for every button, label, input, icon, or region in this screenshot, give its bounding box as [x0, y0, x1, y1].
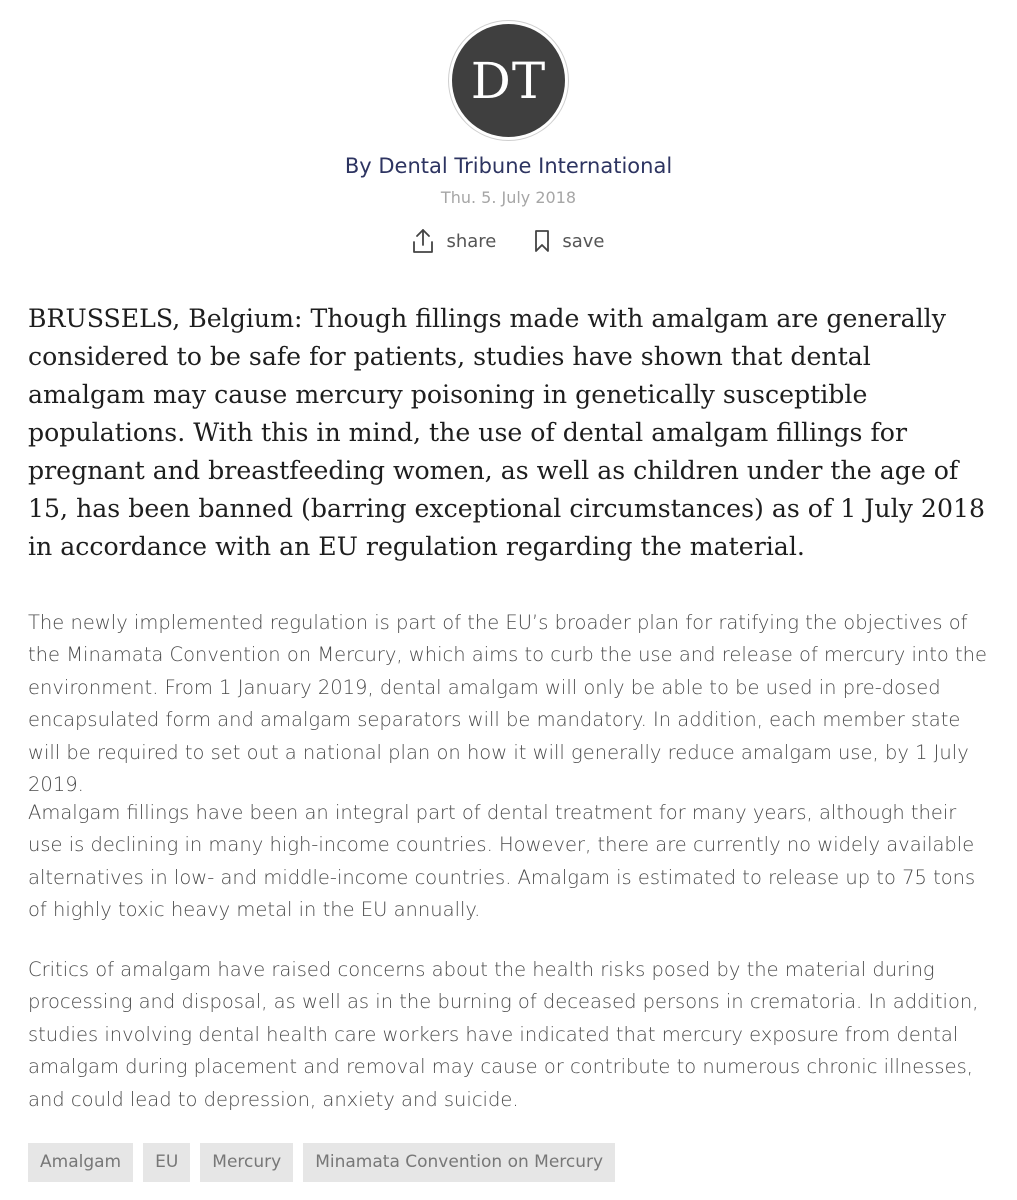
tag-eu[interactable]: EU — [143, 1143, 190, 1182]
article-actions — [0, 228, 1017, 254]
bookmark-icon — [534, 229, 550, 253]
author-name[interactable]: By Dental Tribune International — [344, 154, 673, 178]
share-button[interactable] — [412, 228, 496, 254]
article-paragraph: Critics of amalgam have raised concerns about the health risks posed by the material during processing and disposal, as well as in the burning of deceased persons in crematoria. In addition, studies involving dental health care workers have indicated that mercury exposure from dental amalgam during placement and removal may cause or contribute to numerous chronic illnesses, and could lead to depression, anxiety and suicide. — [28, 958, 979, 1111]
author-avatar[interactable] — [449, 21, 568, 140]
tag-mercury[interactable]: Mercury — [200, 1143, 293, 1182]
tag-amalgam[interactable]: Amalgam — [28, 1143, 133, 1182]
publish-date: Thu. 5. July 2018 — [440, 188, 577, 207]
share-upload-icon — [412, 228, 434, 254]
article-lead: BRUSSELS, Belgium: Though fillings made with amalgam are generally considered to be safe for patients, studies have shown that dental amalgam may cause mercury poisoning in genetically susceptible populations. With this in mind, the use of dental amalgam fillings for pregnant and breastfeeding women, as well as children under the age of 15, has been banned (barring exceptional circumstances) as of 1 July 2018 in accordance with an EU regulation regarding the material. — [28, 304, 986, 561]
save-label: save — [562, 230, 605, 252]
author-initials: DT — [452, 24, 565, 137]
article-paragraph: The newly implemented regulation is part of the EU’s broader plan for ratifying the objectives of the Minamata Convention on Mercury, which aims to curb the use and release of mercury into the environment. From 1 January 2019, dental amalgam will only be able to be used in pre-dosed encapsulated form and amalgam separators will be mandatory. In addition, each member state will be required to set out a national plan on how it will generally reduce amalgam use, by 1 July 2019. — [28, 611, 988, 797]
tag-list — [28, 1143, 615, 1182]
share-label: share — [446, 230, 497, 252]
article-paragraph: Amalgam fillings have been an integral part of dental treatment for many years, although their use is declining in many high-income countries. However, there are currently no widely available alternatives in low- and middle-income countries. Amalgam is estimated to release up to 75 tons of highly toxic heavy metal in the EU annually. — [28, 801, 976, 922]
tag-minamata-convention[interactable]: Minamata Convention on Mercury — [303, 1143, 615, 1182]
save-button[interactable] — [534, 228, 604, 254]
